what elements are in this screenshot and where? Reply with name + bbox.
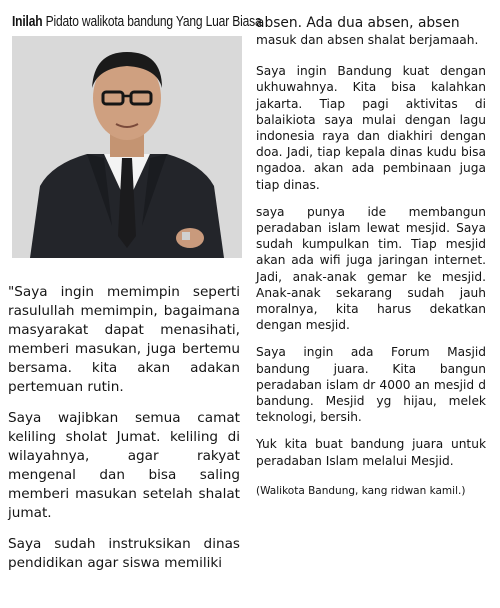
left-column	[8, 283, 240, 585]
paragraph: Saya ingin Bandung kuat dengan ukhuwahnya. Kita bisa kalahkan jakarta. Tiap pagi aktivitas di balaikiota saya mulai dengan lagu indonesia raya dan diakhiri dengan doa. Jadi, tiap kepala dinas kudu bisa ngadoa. akan ada pembinaan juga tiap dinas.	[256, 64, 486, 192]
paragraph: Yuk kita buat bandung juara untuk peradaban Islam melalui Mesjid.	[256, 437, 486, 468]
paragraph: Saya wajibkan semua camat keliling sholat Jumat. keliling di wilayahnya, agar rakyat mengenal dan bisa saling memberi masukan setelah shalat jumat.	[8, 410, 240, 521]
portrait-photo	[12, 36, 242, 258]
portrait-illustration	[12, 36, 242, 258]
paragraph: Saya ingin ada Forum Masjid bandung juara. Kita bangun peradaban islam dr 4000 an mesjid d bandung. Mesjid yg hijau, melek teknologi, bersih.	[256, 345, 486, 425]
title-text: Pidato walikota bandung Yang Luar Biasa	[42, 14, 262, 30]
paragraph-continuation: masuk dan absen shalat berjamaah.	[256, 33, 479, 47]
paragraph: "Saya ingin memimpin seperti rasulullah memimpin, bagaimana masyarakat dapat menasihati, memberi masukan, juga bertemu bersama. kita akan adakan pertemuan rutin.	[8, 284, 240, 395]
paragraph-continuation-bold: absen. Ada dua absen, absen	[256, 15, 460, 31]
paragraph: saya punya ide membangun peradaban islam lewat mesjid. Saya sudah kumpulkan tim. Tiap mesjid akan ada wifi juga jaringan internet. Jadi, anak-anak gemar ke mesjid. Anak-anak sekarang sudah jauh moralnya, kita harus dekatkan dengan mesjid.	[256, 204, 486, 333]
signature: (Walikota Bandung, kang ridwan kamil.)	[256, 484, 466, 497]
article-title	[12, 14, 262, 30]
paragraph: Saya sudah instruksikan dinas pendidikan agar siswa memiliki	[8, 536, 240, 571]
right-column	[256, 14, 486, 510]
title-bold: Inilah	[12, 14, 43, 30]
